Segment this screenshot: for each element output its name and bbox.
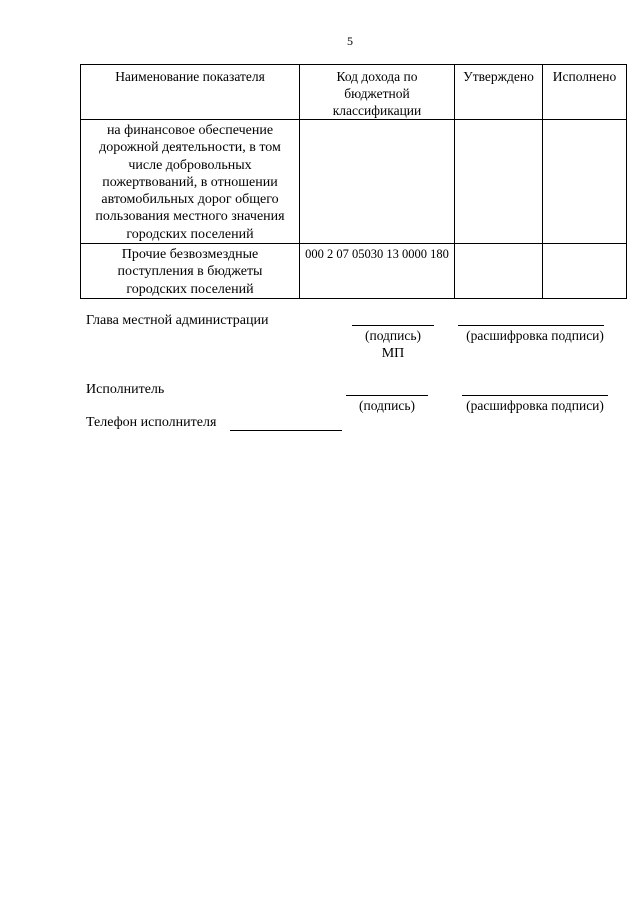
executor-signature-caption: (подпись) (358, 398, 416, 413)
row-code: 000 2 07 05030 13 0000 180 (300, 244, 455, 299)
head-label: Глава местной администрации (86, 313, 269, 328)
row-name: на финансовое обеспечение дорожной деятельности, в том числе добровольных пожертвований, в отношении автомобильных дорог общего пользования местного значения городских поселений (81, 120, 300, 244)
executor-decoding-line (462, 395, 608, 396)
header-approved: Утверждено (455, 65, 543, 120)
executor-decoding-caption: (расшифровка подписи) (466, 398, 604, 413)
page-number: 5 (347, 34, 353, 48)
row-executed (543, 120, 627, 244)
header-name: Наименование показателя (81, 65, 300, 120)
head-signature-caption: (подпись) (364, 328, 422, 343)
phone-label: Телефон исполнителя (86, 415, 217, 430)
executor-signature-line (346, 395, 428, 396)
head-decoding-line (458, 325, 604, 326)
stamp-label: МП (381, 346, 405, 361)
header-code: Код дохода по бюджетной классификации (300, 65, 455, 120)
phone-line (230, 430, 342, 431)
header-executed: Исполнено (543, 65, 627, 120)
row-approved (455, 244, 543, 299)
head-decoding-caption: (расшифровка подписи) (466, 328, 604, 343)
report-table (80, 64, 627, 299)
table-row (81, 120, 627, 244)
table-row (81, 244, 627, 299)
row-name: Прочие безвозмездные поступления в бюджеты городских поселений (81, 244, 300, 299)
executor-label: Исполнитель (86, 382, 165, 397)
row-approved (455, 120, 543, 244)
table-header-row (81, 65, 627, 120)
row-code (300, 120, 455, 244)
head-signature-line (352, 325, 434, 326)
row-executed (543, 244, 627, 299)
